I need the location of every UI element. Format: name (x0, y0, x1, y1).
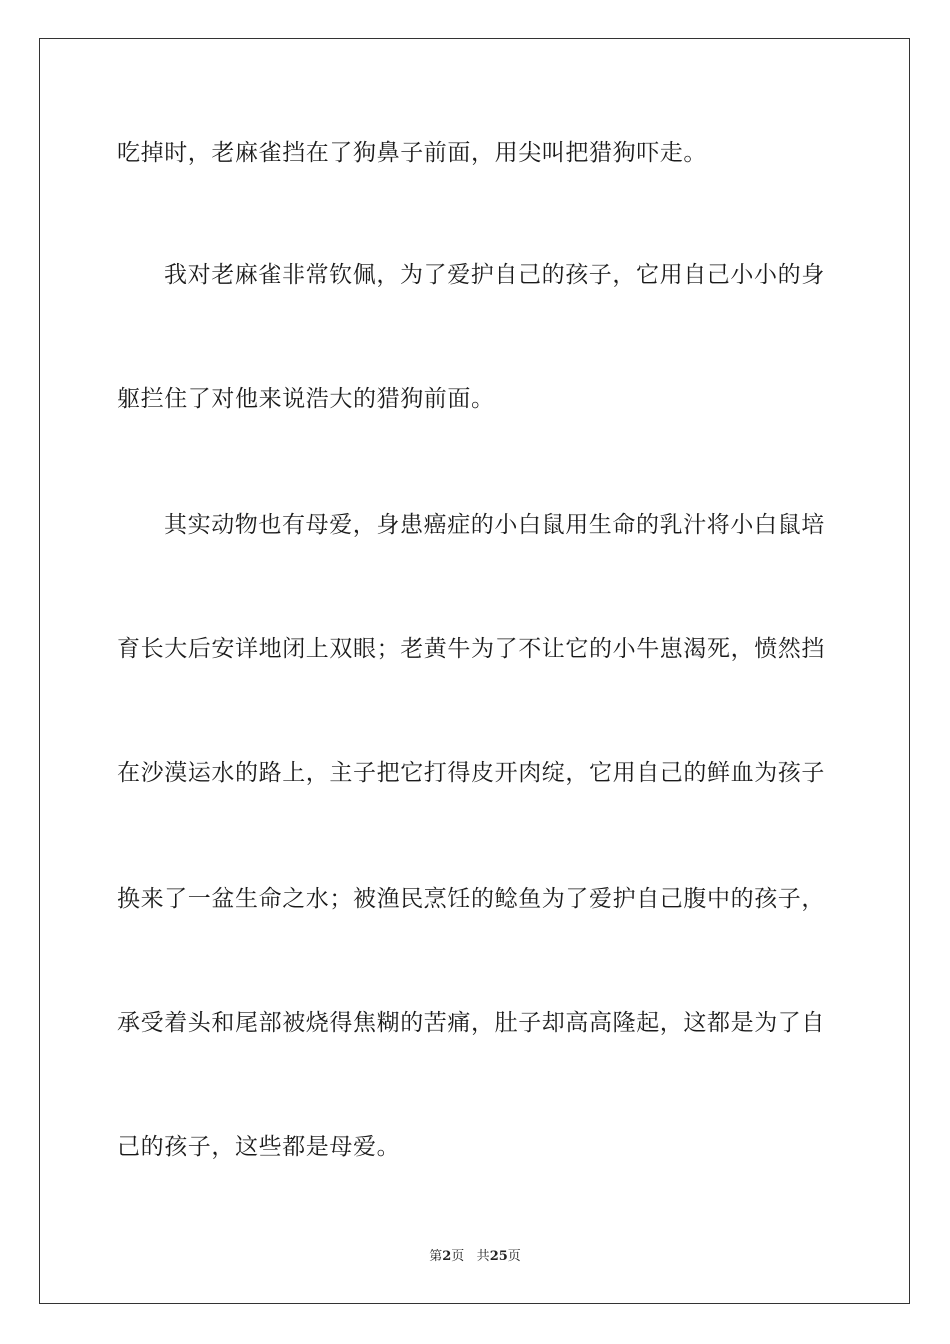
paragraph-line: 承受着头和尾部被烧得焦糊的苦痛，肚子却高高隆起，这都是为了自 (117, 1010, 825, 1036)
paragraph-line: 在沙漠运水的路上，主子把它打得皮开肉绽，它用自己的鲜血为孩子 (117, 760, 825, 786)
paragraph-line: 育长大后安详地闭上双眼；老黄牛为了不让它的小牛崽渴死，愤然挡 (117, 636, 825, 662)
page-label-suffix: 页 (451, 1249, 465, 1264)
paragraph-line: 我对老麻雀非常钦佩，为了爱护自己的孩子，它用自己小小的身 (164, 262, 825, 288)
paragraph-line: 其实动物也有母爱，身患癌症的小白鼠用生命的乳汁将小白鼠培 (164, 512, 825, 538)
total-pages: 25 (489, 1249, 508, 1264)
paragraph-line: 换来了一盆生命之水；被渔民烹饪的鲶鱼为了爱护自己腹中的孩子， (117, 886, 825, 912)
paragraph-line: 己的孩子，这些都是母爱。 (117, 1134, 401, 1160)
paragraph-line: 躯拦住了对他来说浩大的猎狗前面。 (117, 386, 495, 412)
total-label-suffix: 页 (507, 1249, 521, 1264)
page-number: 2 (442, 1249, 452, 1264)
paragraph-line: 吃掉时，老麻雀挡在了狗鼻子前面，用尖叫把猎狗吓走。 (117, 140, 707, 166)
page-footer (0, 1248, 950, 1266)
page-label-prefix: 第 (429, 1249, 443, 1264)
page-frame (39, 38, 910, 1304)
total-label-prefix: 共 (476, 1249, 490, 1264)
